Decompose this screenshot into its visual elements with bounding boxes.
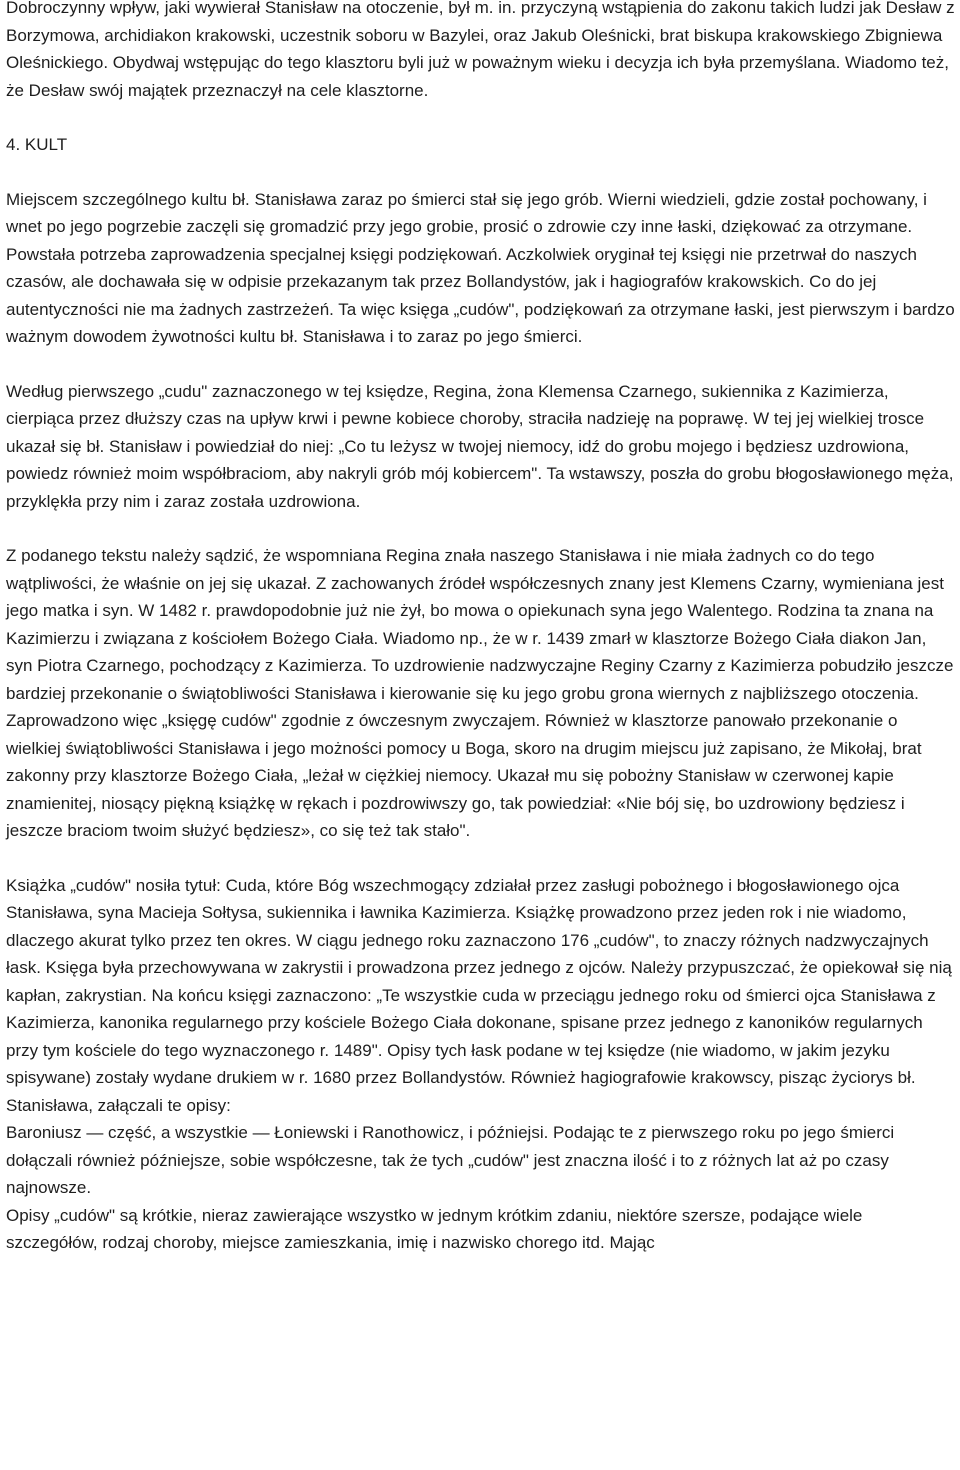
paragraph-pierwszy-cud: Według pierwszego „cudu" zaznaczonego w tej księdze, Regina, żona Klemensa Czarnego, sukiennika z Kazimierza, cierpiąca przez dłuższy czas na upływ krwi i pewne kobiece choroby, straciła nadzieję na poprawę. W tej jej wielkiej trosce ukazał się bł. Stanisław i powiedział do niej: „Co tu leżysz w twojej niemocy, idź do grobu mojego i będziesz uzdrowiona, powiedz również moim współbraciom, aby nakryli grób mój kobiercem". Ta wstawszy, poszła do grobu błogosławionego męża, przyklękła przy nim i zaraz została uzdrowiona. [6,381,954,511]
document-body [6,0,956,1257]
paragraph-regina: Z podanego tekstu należy sądzić, że wspomniana Regina znała naszego Stanisława i nie miała żadnych co do tego wątpliwości, że właśnie on jej się ukazał. Z zachowanych źródeł współczesnych znany jest Klemens Czarny, wymieniana jest jego matka i syn. W 1482 r. prawdopodobnie już nie żył, bo mowa o opiekunach syna jego Walentego. Rodzina ta znana na Kazimierzu i związana z kościołem Bożego Ciała. Wiadomo np., że w r. 1439 zmarł w klasztorze Bożego Ciała diakon Jan, syn Piotra Czarnego, pochodzący z Kazimierza. To uzdrowienie nadzwyczajne Reginy Czarny z Kazimierza pobudziło jeszcze bardziej przekonanie o świątobliwości Stanisława i kierowanie się ku jego grobu grona wiernych z najbliższego otoczenia. Zaprowadzono więc „księgę cudów" zgodnie z ówczesnym zwyczajem. Również w klasztorze panowało przekonanie o wielkiej świątobliwości Stanisława i jego możności pomocy u Boga, skoro na drugim miejscu już zapisano, że Mikołaj, brat zakonny przy klasztorze Bożego Ciała, „leżał w ciężkiej niemocy. Ukazał mu się pobożny Stanisław w czerwonej kapie znamienitej, niosący piękną książkę w rękach i pozdrowiwszy go, tak powiedział: «Nie bój się, bo uzdrowiony będziesz i jeszcze braciom twoim służyć będziesz», co się też tak stało". [6,546,954,840]
paragraph-baroniusz: Baroniusz — część, a wszystkie — Łoniewski i Ranothowicz, i późniejsi. Podając te z pierwszego roku po jego śmierci dołączali również późniejsze, sobie współczesne, tak że tych „cudów" jest znaczna ilość i to z różnych lat aż po czasy najnowsze. [6,1123,895,1197]
paragraph-ksiazka-cudow: Książka „cudów" nosiła tytuł: Cuda, które Bóg wszechmogący zdziałał przez zasługi pobożnego i błogosławionego ojca Stanisława, syna Macieja Sołtysa, sukiennika i ławnika Kazimierza. Książkę prowadzono przez jeden rok i nie wiadomo, dlaczego akurat tylko przez ten okres. W ciągu jednego roku zaznaczono 176 „cudów", to znaczy różnych nadzwyczajnych łask. Księga była przechowywana w zakrystii i prowadzona przez jednego z ojców. Należy przypuszczać, że opiekował się nią kapłan, zakrystian. Na końcu księgi zaznaczono: „Te wszystkie cuda w przeciągu jednego roku od śmierci ojca Stanisława z Kazimierza, kanonika regularnego przy kościele Bożego Ciała dokonane, spisane przez jednego z kanoników regularnych przy tym kościele do tego wyznaczonego r. 1489". Opisy tych łask podane w tej księdze (nie wiadomo, w jakim jezyku spisywane) zostały wydane drukiem w r. 1680 przez Bollandystów. Również hagiografowie krakowscy, pisząc życiorys bł. Stanisława, załączali te opisy: [6,875,952,1115]
paragraph-intro: Dobroczynny wpływ, jaki wywierał Stanisław na otoczenie, był m. in. przyczyną wstąpienia do zakonu takich ludzi jak Desław z Borzymowa, archidiakon krakowski, uczestnik soboru w Bazylei, oraz Jakub Oleśnicki, brat biskupa krakowskiego Zbigniewa Oleśnickiego. Obydwaj wstępując do tego klasztoru byli już w poważnym wieku i decyzja ich była przemyślana. Wiadomo też, że Desław swój majątek przeznaczył na cele klasztorne. [6,0,955,100]
section-heading-kult: 4. KULT [6,135,68,154]
paragraph-opisy-cudow: Opisy „cudów" są krótkie, nieraz zawierające wszystko w jednym krótkim zdaniu, niektóre szersze, podające wiele szczegółów, rodzaj choroby, miejsce zamieszkania, imię i nazwisko chorego itd. Mając [6,1205,863,1252]
paragraph-kult-grob: Miejscem szczególnego kultu bł. Stanisława zaraz po śmierci stał się jego grób. Wierni wiedzieli, gdzie został pochowany, i wnet po jego pogrzebie zaczęli się gromadzić przy jego grobie, prosić o zdrowie czy inne łaski, dziękować za otrzymane. Powstała potrzeba zaprowadzenia specjalnej księgi podziękowań. Aczkolwiek oryginał tej księgi nie przetrwał do naszych czasów, ale dochawała się w odpisie przekazanym tak przez Bollandystów, jak i hagiografów krakowskich. Co do jej autentyczności nie ma żadnych zastrzeżeń. Ta więc księga „cudów", podziękowań za otrzymane łaski, jest pierwszym i bardzo ważnym dowodem żywotności kultu bł. Stanisława i to zaraz po jego śmierci. [6,189,955,346]
